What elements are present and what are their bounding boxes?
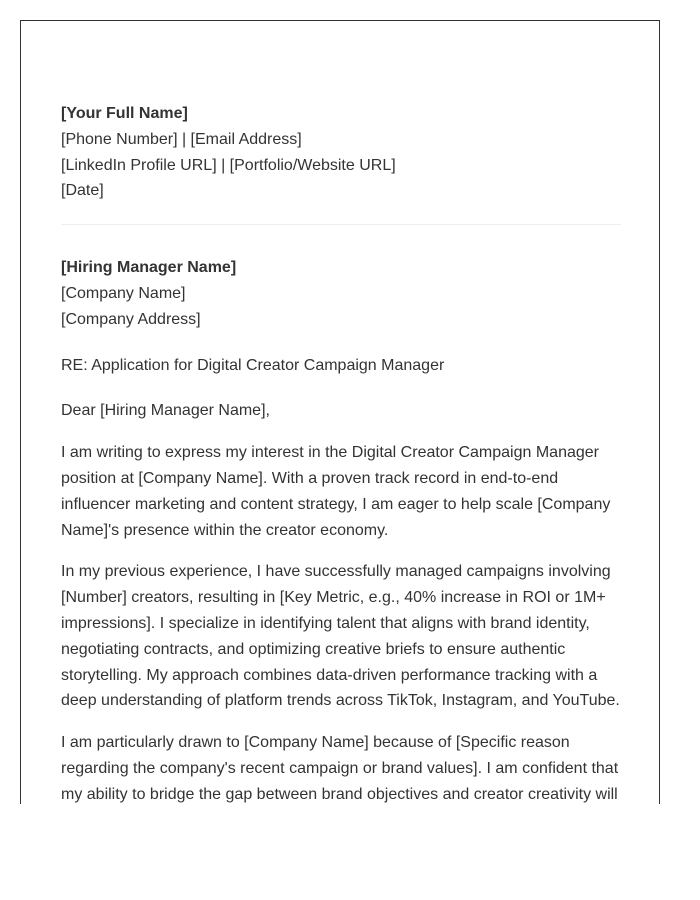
header-divider <box>61 224 621 225</box>
sender-name: [Your Full Name] <box>61 105 188 122</box>
sender-contact: [Phone Number] | [Email Address] <box>61 130 302 148</box>
letter-content <box>61 101 621 804</box>
salutation: Dear [Hiring Manager Name], <box>61 402 270 420</box>
recipient-name: [Hiring Manager Name] <box>61 259 237 277</box>
recipient-block <box>61 255 621 332</box>
letter-date: [Date] <box>61 182 104 200</box>
recipient-address: [Company Address] <box>61 310 201 328</box>
letter-page <box>20 20 660 804</box>
subject-line: RE: Application for Digital Creator Campaign Manager <box>61 356 445 374</box>
recipient-company: [Company Name] <box>61 284 186 302</box>
sender-block <box>61 101 621 204</box>
body-paragraph: I am writing to express my interest in the Digital Creator Campaign Manager position at [Company Name]. With a proven track record in end-to-end influencer marketing and content strategy, I am eager to help scale [Company Name]'s presence within the creator economy. <box>61 444 611 539</box>
sender-links: [LinkedIn Profile URL] | [Portfolio/Website URL] <box>61 156 396 174</box>
body-paragraph: I am particularly drawn to [Company Name] because of [Specific reason regarding the company's recent campaign or brand values]. I am confident that my ability to bridge the gap between brand objectives and creator creativity will <box>61 734 619 803</box>
body-paragraph: In my previous experience, I have successfully managed campaigns involving [Number] creators, resulting in [Key Metric, e.g., 40% increase in ROI or 1M+ impressions]. I specialize in identifying talent that aligns with brand identity, negotiating contracts, and optimizing creative briefs to ensure authentic storytelling. My approach combines data-driven performance tracking with a deep understanding of platform trends across TikTok, Instagram, and YouTube. <box>61 563 620 710</box>
